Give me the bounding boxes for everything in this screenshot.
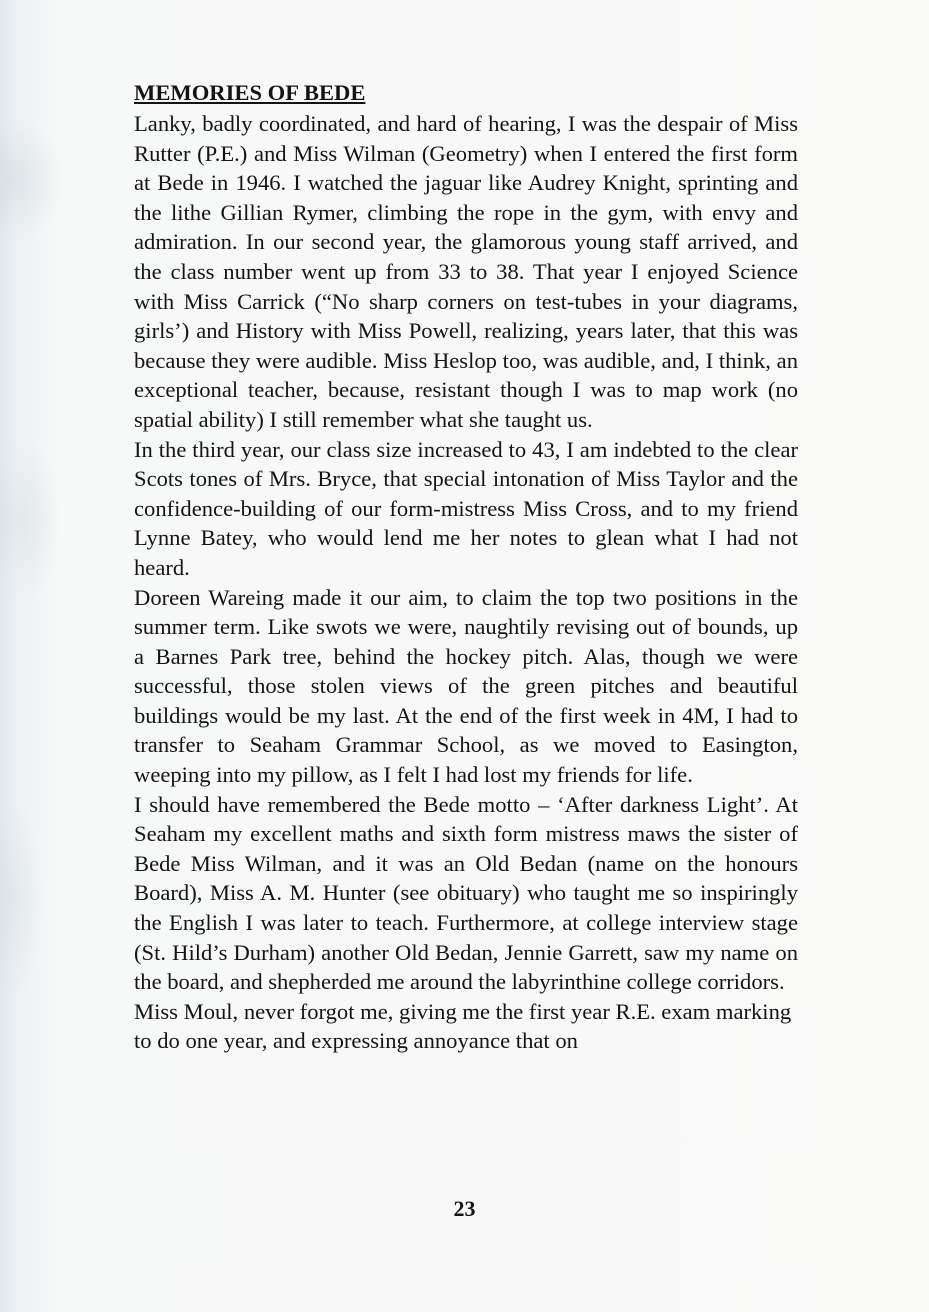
paragraph-5: Miss Moul, never forgot me, giving me the first year R.E. exam marking to do one year, and expressing annoyance that on [134, 998, 792, 1054]
article-heading: MEMORIES OF BEDE [134, 80, 366, 105]
paragraph-4: I should have remembered the Bede motto – ‘After darkness Light’. At Seaham my excellent maths and sixth form mistress maws the sister of Bede Miss Wilman, and it was an Old Bedan (name on the honours Board), Miss A. M. Hunter (see obituary) who taught me so inspiringly the English I was later to teach. Furthermore, at college interview stage (St. Hild’s Durham) another Old Bedan, Jennie Garrett, saw my name on the board, and shepherded me around the labyrinthine college corridors. [134, 791, 798, 995]
paragraph-1: Lanky, badly coordinated, and hard of hearing, I was the despair of Miss Rutter (P.E.) and Miss Wilman (Geometry) when I entered the first form at Bede in 1946. I watched the jaguar like Audrey Knight, sprinting and the lithe Gillian Rymer, climbing the rope in the gym, with envy and admiration. In our second year, the glamorous young staff arrived, and the class number went up from 33 to 38. That year I enjoyed Science with Miss Carrick (“No sharp corners on test-tubes in your diagrams, girls’) and History with Miss Powell, realizing, years later, that this was because they were audible. Miss Heslop too, was audible, and, I think, an exceptional teacher, because, resistant though I was to map work (no spatial ability) I still remember what she taught us. [134, 111, 798, 432]
page-number: 23 [453, 1196, 476, 1221]
paragraph-3: Doreen Wareing made it our aim, to claim the top two positions in the summer term. Like swots we were, naughtily revising out of bounds, up a Barnes Park tree, behind the hockey pitch. Alas, though we were successful, those stolen views of the green pitches and beautiful buildings would be my last. At the end of the first week in 4M, I had to transfer to Seaham Grammar School, as we moved to Easington, weeping into my pillow, as I felt I had lost my friends for life. [134, 584, 798, 788]
paragraph-2: In the third year, our class size increased to 43, I am indebted to the clear Scots tones of Mrs. Bryce, that special intonation of Miss Taylor and the confidence-building of our form-mistress Miss Cross, and to my friend Lynne Batey, who would lend me her notes to glean what I had not heard. [134, 436, 798, 580]
page-edge-shadow [0, 0, 130, 1312]
article-body [134, 78, 798, 1056]
